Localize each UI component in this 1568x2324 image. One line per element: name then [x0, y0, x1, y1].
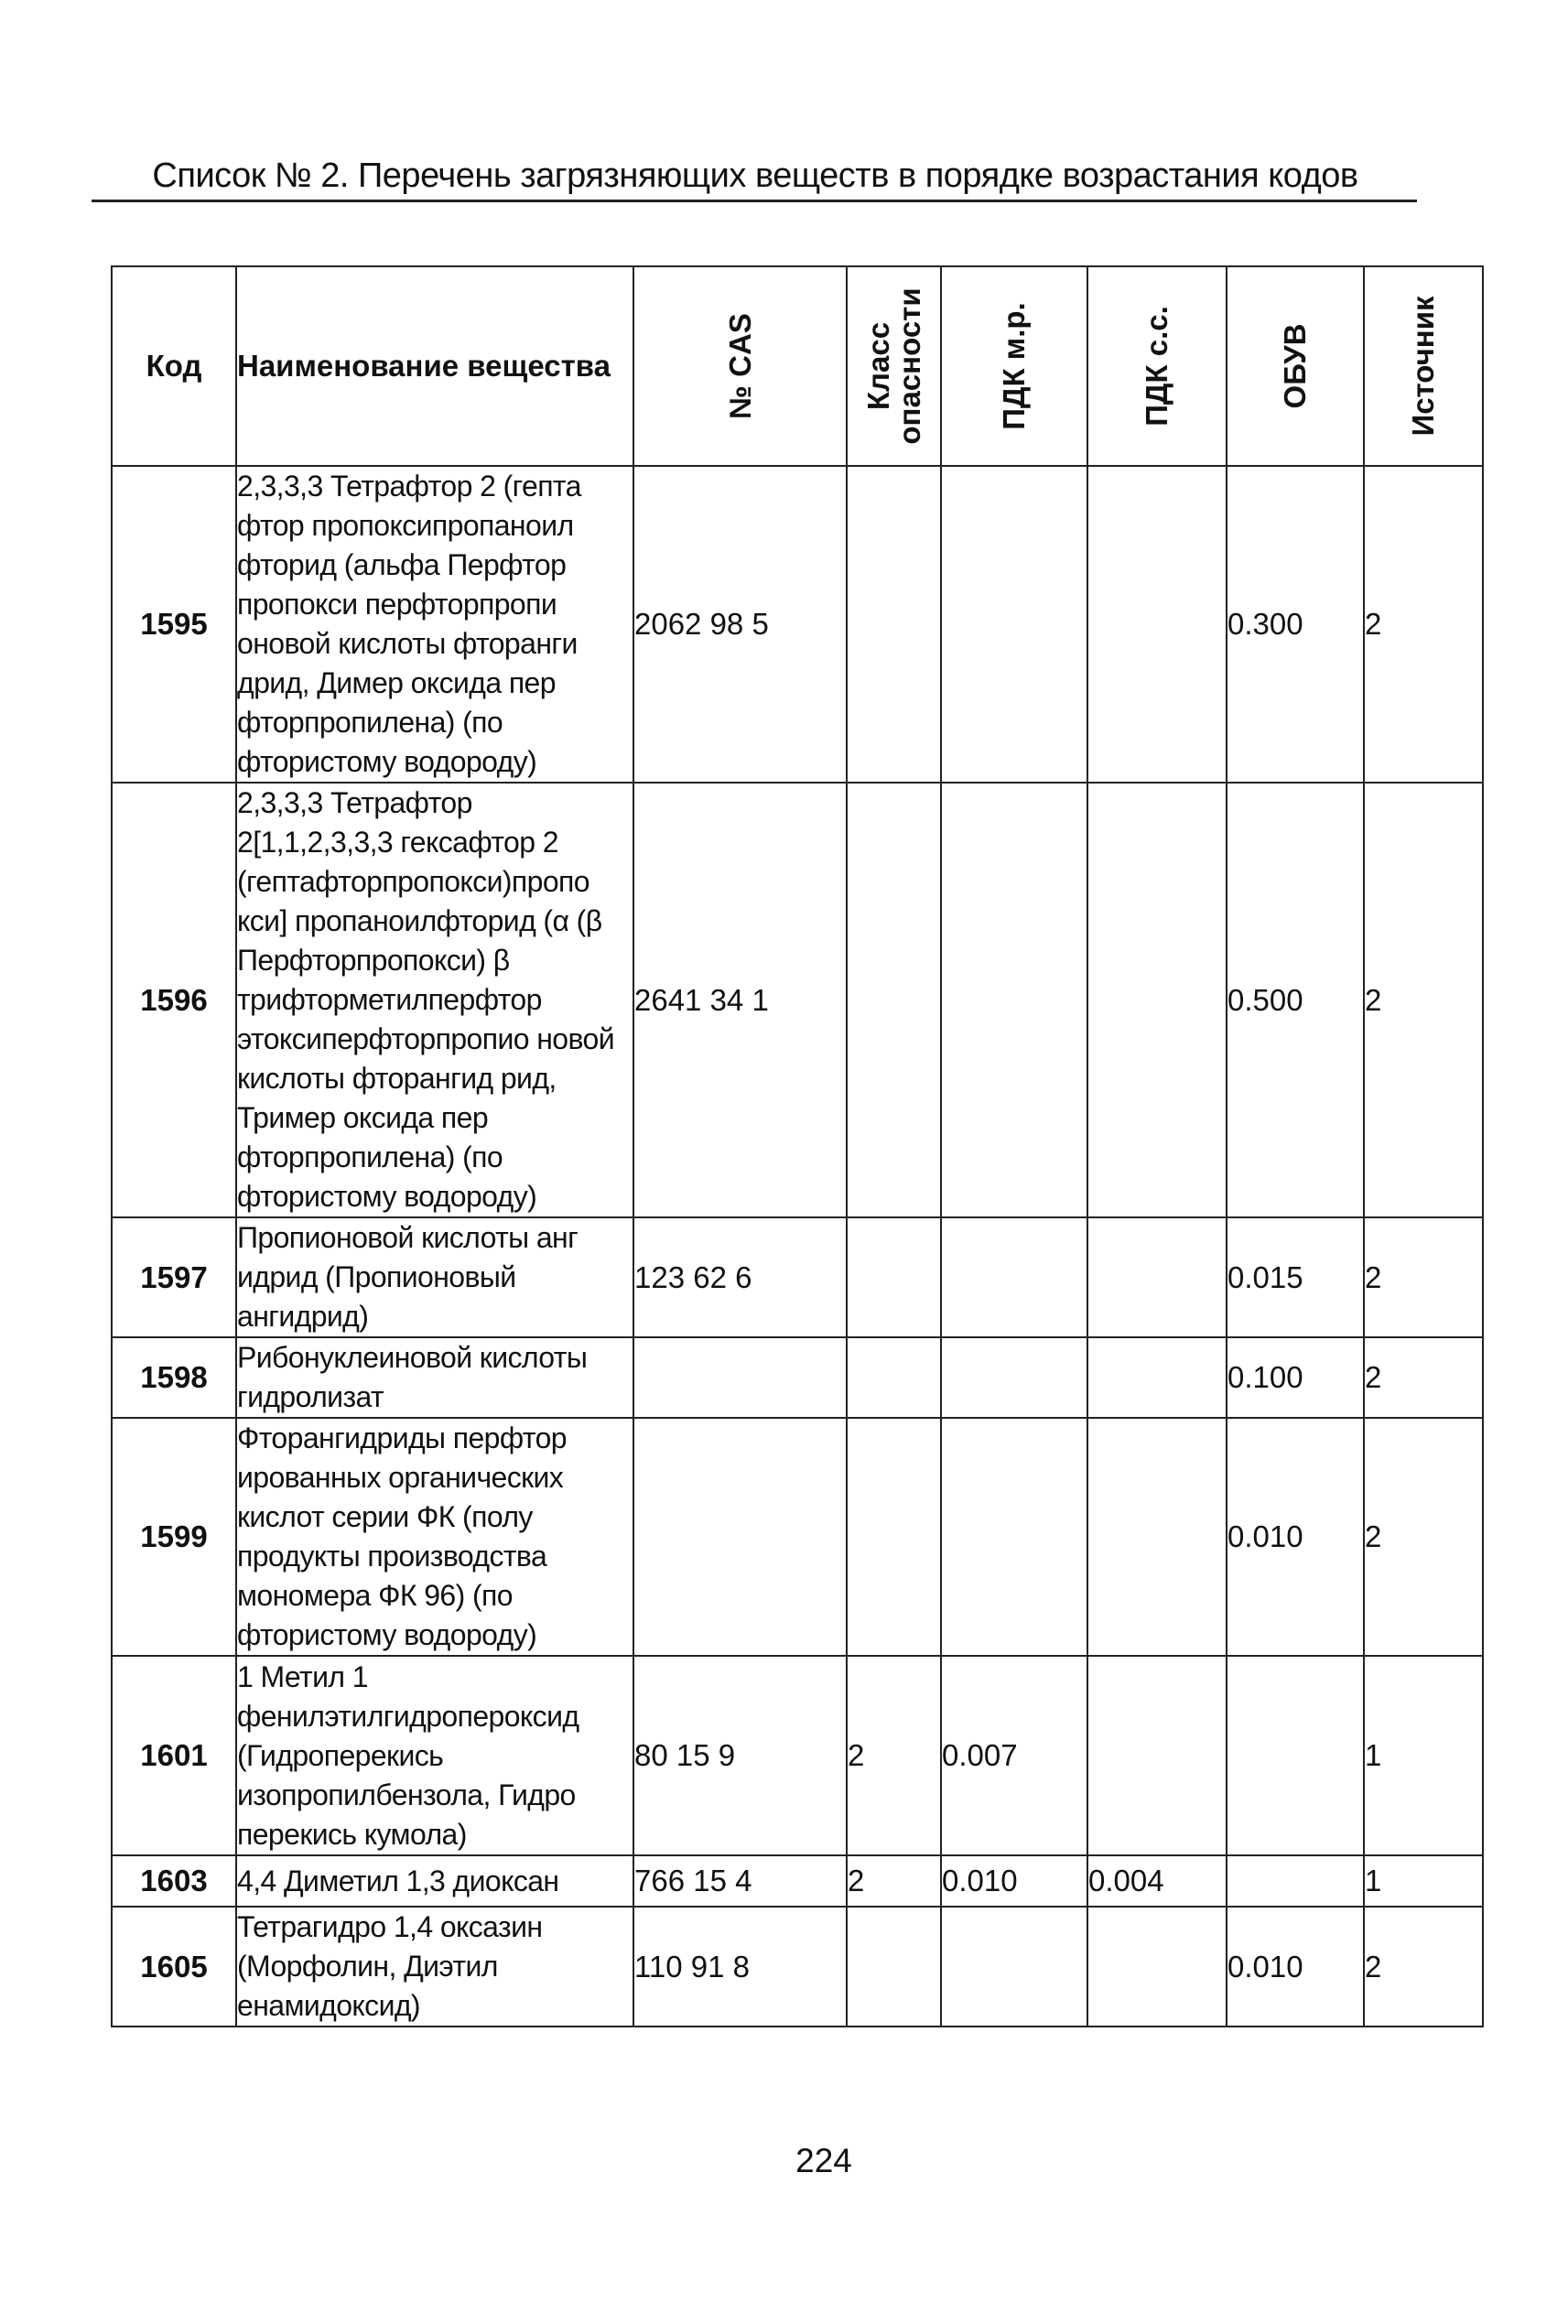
cell-pdk-mr [941, 1337, 1087, 1418]
cell-source: 2 [1364, 1907, 1483, 2027]
cell-obuv: 0.300 [1227, 466, 1364, 783]
cell-source: 1 [1364, 1656, 1483, 1855]
pollutants-table [111, 265, 1484, 2027]
cell-hazard-class: 2 [847, 1656, 941, 1855]
cell-code: 1598 [112, 1337, 236, 1418]
page-title: Список № 2. Перечень загрязняющих веществ в порядке возрастания кодов [152, 157, 1358, 195]
cell-code: 1605 [112, 1907, 236, 2027]
cell-name: Пропионовой кислоты анг идрид (Пропионовый ангидрид) [236, 1217, 633, 1337]
cell-pdk-ss [1087, 466, 1227, 783]
cell-pdk-mr [941, 466, 1087, 783]
cell-cas: 2062 98 5 [633, 466, 847, 783]
cell-pdk-ss [1087, 1337, 1227, 1418]
cell-code: 1596 [112, 783, 236, 1217]
cell-pdk-ss [1087, 1217, 1227, 1337]
cell-hazard-class [847, 783, 941, 1217]
header-hazard-class [847, 266, 941, 466]
cell-cas: 110 91 8 [633, 1907, 847, 2027]
cell-name: 1 Метил 1 фенилэтилгидропероксид (Гидроперекись изопропилбензола, Гидро перекись кумола) [236, 1656, 633, 1855]
cell-obuv: 0.500 [1227, 783, 1364, 1217]
cell-pdk-ss [1087, 783, 1227, 1217]
table-row [112, 1907, 1483, 2027]
table-row [112, 1855, 1483, 1907]
cell-hazard-class [847, 1418, 941, 1656]
cell-name: Фторангидриды перфтор ированных органических кислот серии ФК (полу продукты производства мономера ФК 96) (по фтористому водороду) [236, 1418, 633, 1656]
cell-obuv: 0.010 [1227, 1907, 1364, 2027]
header-hazard-class-line2: опасности [892, 287, 926, 445]
cell-name: 2,3,3,3 Тетрафтор 2[1,1,2,3,3,3 гексафтор 2 (гептафторпропокси)пропо кси] пропаноилфторид (α (β Перфторпропокси) β трифторметилперфтор этоксиперфторпропио новой кислоты фторангид рид, Тример оксида пер фторпропилена) (по фтористому водороду) [236, 783, 633, 1217]
cell-source: 2 [1364, 783, 1483, 1217]
cell-cas: 123 62 6 [633, 1217, 847, 1337]
cell-pdk-ss [1087, 1656, 1227, 1855]
cell-obuv [1227, 1656, 1364, 1855]
header-cas-label: № CAS [722, 313, 757, 419]
cell-code: 1595 [112, 466, 236, 783]
table-row [112, 1337, 1483, 1418]
cell-source: 2 [1364, 1337, 1483, 1418]
header-obuv-label: ОБУВ [1278, 323, 1312, 409]
header-source-label: Источник [1406, 296, 1440, 437]
cell-code: 1599 [112, 1418, 236, 1656]
cell-source: 1 [1364, 1855, 1483, 1907]
header-pdk-mr-label: ПДК м.р. [997, 302, 1031, 430]
table-row [112, 783, 1483, 1217]
cell-code: 1597 [112, 1217, 236, 1337]
title-rule [92, 200, 1417, 202]
table-row [112, 1217, 1483, 1337]
cell-hazard-class: 2 [847, 1855, 941, 1907]
cell-name: Рибонуклеиновой кислоты гидролизат [236, 1337, 633, 1418]
cell-name: 4,4 Диметил 1,3 диоксан [236, 1855, 633, 1907]
header-hazard-class-line1: Класс [860, 321, 895, 411]
cell-cas [633, 1418, 847, 1656]
cell-pdk-mr: 0.007 [941, 1656, 1087, 1855]
table-row [112, 1418, 1483, 1656]
header-source [1364, 266, 1483, 466]
cell-pdk-mr [941, 783, 1087, 1217]
table-row [112, 466, 1483, 783]
cell-cas: 2641 34 1 [633, 783, 847, 1217]
header-pdk-ss [1087, 266, 1227, 466]
cell-source: 2 [1364, 1217, 1483, 1337]
cell-pdk-mr: 0.010 [941, 1855, 1087, 1907]
header-pdk-mr [941, 266, 1087, 466]
cell-pdk-mr [941, 1418, 1087, 1656]
cell-hazard-class [847, 1907, 941, 2027]
table-row [112, 1656, 1483, 1855]
cell-pdk-ss [1087, 1907, 1227, 2027]
cell-pdk-mr [941, 1217, 1087, 1337]
header-cas [633, 266, 847, 466]
cell-pdk-mr [941, 1907, 1087, 2027]
cell-obuv [1227, 1855, 1364, 1907]
cell-code: 1601 [112, 1656, 236, 1855]
cell-source: 2 [1364, 466, 1483, 783]
cell-name: Тетрагидро 1,4 оксазин (Морфолин, Диэтил енамидоксид) [236, 1907, 633, 2027]
header-code: Код [112, 266, 236, 466]
table-header-row [112, 266, 1483, 466]
cell-obuv: 0.100 [1227, 1337, 1364, 1418]
cell-hazard-class [847, 466, 941, 783]
cell-source: 2 [1364, 1418, 1483, 1656]
cell-hazard-class [847, 1337, 941, 1418]
cell-obuv: 0.010 [1227, 1418, 1364, 1656]
cell-cas: 80 15 9 [633, 1656, 847, 1855]
cell-pdk-ss [1087, 1418, 1227, 1656]
cell-name: 2,3,3,3 Тетрафтор 2 (гепта фтор пропоксипропаноил фторид (альфа Перфтор пропокси перфторпропи оновой кислоты фторанги дрид, Димер оксида пер фторпропилена) (по фтористому водороду) [236, 466, 633, 783]
cell-code: 1603 [112, 1855, 236, 1907]
cell-pdk-ss: 0.004 [1087, 1855, 1227, 1907]
header-name: Наименование вещества [236, 266, 633, 466]
header-pdk-ss-label: ПДК с.с. [1140, 306, 1173, 427]
cell-cas [633, 1337, 847, 1418]
header-hazard-class-label [860, 287, 926, 445]
cell-cas: 766 15 4 [633, 1855, 847, 1907]
cell-hazard-class [847, 1217, 941, 1337]
page-number: 224 [795, 2142, 852, 2179]
header-obuv [1227, 266, 1364, 466]
cell-obuv: 0.015 [1227, 1217, 1364, 1337]
